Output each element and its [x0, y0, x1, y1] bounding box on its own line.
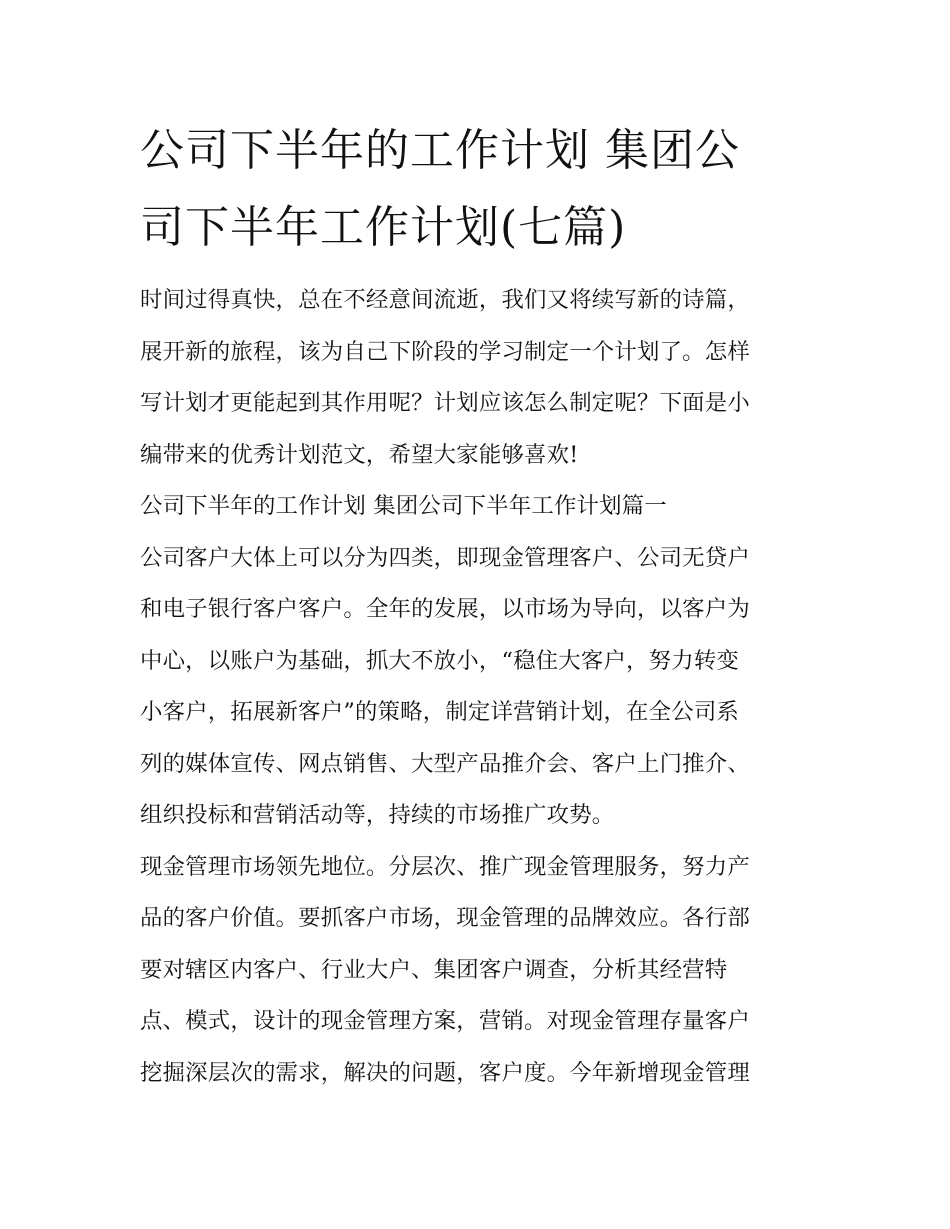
text-line: 小客户，拓展新客户”的策略，制定详营销计划，在全公司系 — [140, 699, 740, 725]
text-line: 列的媒体宣传、网点销售、大型产品推介会、客户上门推介、 — [140, 750, 750, 777]
intro-paragraph — [140, 275, 812, 533]
text-line: 要对辖区内客户、行业大户、集团客户调查，分析其经营特 — [140, 956, 728, 983]
title-line: 公司下半年的工作计划 集团公 — [140, 125, 740, 176]
paragraph-two — [140, 842, 812, 1100]
text-line: 点、模式，设计的现金管理方案，营销。对现金管理存量客户 — [140, 1008, 750, 1034]
document-body — [140, 112, 812, 1099]
text-line: 编带来的优秀计划范文，希望大家能够喜欢! — [140, 441, 579, 468]
paragraph-one — [140, 533, 812, 842]
text-line: 现金管理市场领先地位。分层次、推广现金管理服务，努力产 — [140, 853, 750, 880]
title-line: 司下半年工作计划(七篇) — [140, 202, 627, 253]
document-title — [140, 112, 812, 266]
text-line: 和电子银行客户客户。全年的发展，以市场为导向，以客户为 — [140, 596, 750, 622]
text-line: 公司客户大体上可以分为四类，即现金管理客户、公司无贷户 — [140, 544, 750, 571]
text-line: 展开新的旅程，该为自己下阶段的学习制定一个计划了。怎样 — [140, 338, 750, 365]
text-line: 中心，以账户为基础，抓大不放小，“稳住大客户，努力转变 — [140, 647, 740, 674]
text-line: 时间过得真快，总在不经意间流逝，我们又将续写新的诗篇， — [140, 287, 750, 313]
text-line: 品的客户价值。要抓客户市场，现金管理的品牌效应。各行部 — [140, 905, 750, 931]
text-line: 挖掘深层次的需求，解决的问题，客户度。今年新增现金管理 — [140, 1059, 750, 1086]
section-heading: 公司下半年的工作计划 集团公司下半年工作计划篇一 — [140, 493, 667, 519]
text-line: 组织投标和营销活动等，持续的市场推广攻势。 — [140, 802, 615, 828]
text-line: 写计划才更能起到其作用呢？计划应该怎么制定呢？下面是小 — [140, 390, 750, 416]
